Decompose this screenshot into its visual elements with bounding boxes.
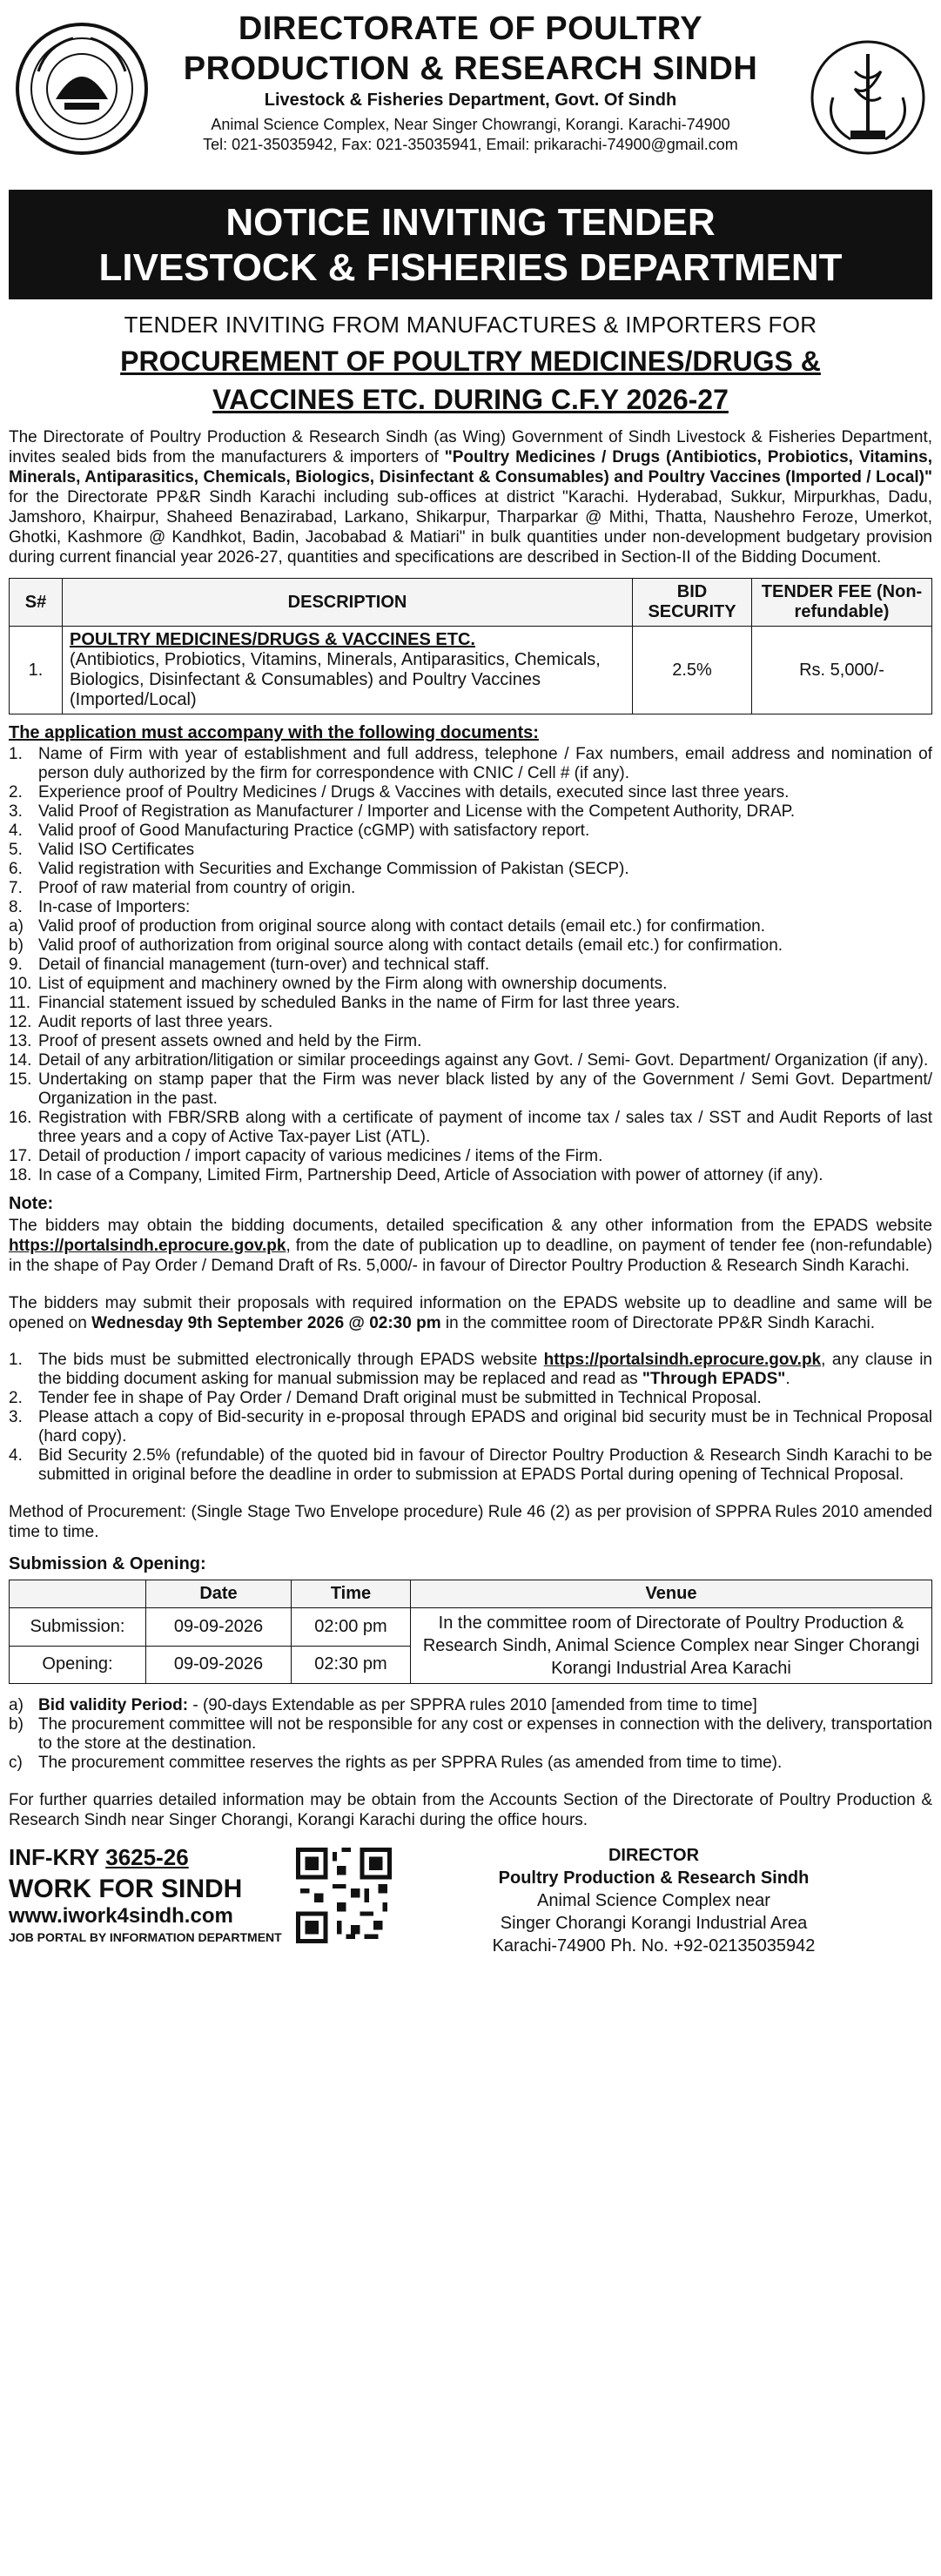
col-tender-fee: TENDER FEE (Non-refundable) [752,579,932,627]
procurement-method: Method of Procurement: (Single Stage Two Envelope procedure) Rule 46 (2) as per provision of SPPRA Rules 2010 amended time to time. [9,1503,932,1541]
tender-notice [9,7,932,1992]
bid-item4: Bid Security 2.5% (refundable) of the quoted bid in favour of Director Poultry Production & Research Sindh Karachi to be submitted in original before the deadline in order to submission at EPADS Portal during opening of Technical Proposal. [38,1446,932,1484]
list-item [9,936,932,956]
further-info: For further quarries detailed information may be obtain from the Accounts Section of the Directorate of Poultry Production & Research Sindh near Singer Chorangi, Korangi Karachi during the office hours. [9,1791,932,1829]
list-item-text: Valid proof of production from original source along with contact details (email etc.) for confirmation. [38,917,765,936]
list-item [9,1166,932,1185]
procurement-title-line2: VACCINES ETC. DURING C.F.Y 2026-27 [212,384,729,415]
note-text-1b: , from the date of publication up to deadline, on payment of tender fee (non-refundable) in the shape of Pay Order / Demand Draft of Rs. 5,000/- in favour of Director Poultry Production & Research Sindh Karachi. [9,1237,932,1275]
notice-title-line1: NOTICE INVITING TENDER [225,201,716,244]
note-text-2b: in the committee room of Directorate PP&R Sindh Karachi. [440,1314,876,1332]
bid-item1-b: , any clause in the bidding document asking for manual submission may be replaced and read as [38,1351,932,1388]
letterhead [9,10,932,184]
epads-link-2[interactable]: https://portalsindh.eprocure.gov.pk [543,1351,822,1369]
list-item-text: Valid proof of authorization from original source along with contact details (email etc.) for confirmation. [38,936,783,955]
list-item [9,917,932,936]
schedule-heading: Submission & Opening: [9,1554,206,1573]
procurement-title [9,342,932,419]
list-item-number: 8. [9,898,23,916]
org-title-line2: PRODUCTION & RESEARCH SINDH [183,50,758,87]
list-item: 3. Please attach a copy of Bid-security in e-proposal through EPADS and original bid security must be in Technical Proposal (hard copy). [9,1408,932,1446]
list-item-text: List of equipment and machinery owned by the Firm along with ownership documents. [38,975,668,993]
note-paragraph-1 [9,1216,932,1276]
director-title: DIRECTOR [608,1846,700,1865]
list-item: b) The procurement committee will not be responsible for any cost or expenses in connection with the delivery, transportation to the store at the destination. [9,1715,932,1753]
condition-c: The procurement committee reserves the rights as per SPPRA Rules (as amended from time to time). [38,1754,783,1772]
col-label [10,1580,146,1608]
documents-heading: The application must accompany with the following documents: [9,723,539,742]
intro-bold-items: "Poultry Medicines / Drugs (Antibiotics, Probiotics, Vitamins, Minerals, Antiparasitics, Chemicals, Biologics, Disinfectant & Consumables) and Poultry Vaccines (Imported / Local)" [9,448,933,486]
tender-table [9,578,932,714]
department-name: Livestock & Fisheries Department, Govt. Of Sindh [264,91,677,110]
list-item-number: 7. [9,879,23,897]
list-item [9,841,932,860]
list-item-number: 6. [9,860,23,878]
list-item-text: In-case of Importers: [38,898,191,916]
list-item [9,975,932,994]
qr-code-icon[interactable] [296,1848,392,1943]
bid-item2: Tender fee in shape of Pay Order / Demand Draft original must be submitted in Technical Proposal. [38,1389,762,1407]
notice-banner [9,190,932,299]
list-item [9,1013,932,1032]
list-item-text: Valid ISO Certificates [38,841,195,859]
list-item-text: In case of a Company, Limited Firm, Partnership Deed, Article of Association with power of attorney (if any). [38,1166,823,1184]
list-item-text: Registration with FBR/SRB along with a certificate of payment of income tax / sales tax / SST and Audit Reports of last three years and a copy of Active Tax-payer List (ATL). [38,1109,932,1146]
table-row [10,1608,932,1647]
col-description: DESCRIPTION [63,579,633,627]
list-item [9,879,932,898]
list-item-text: Detail of any arbitration/litigation or similar proceedings against any Govt. / Semi- Govt. Department/ Organization (if any). [38,1051,929,1070]
list-item [9,860,932,879]
list-item [9,994,932,1013]
list-item: 4. Bid Security 2.5% (refundable) of the quoted bid in favour of Director Poultry Production & Research Sindh Karachi to be submitted in original before the deadline in order to submission at EPADS Portal during opening of Technical Proposal. [9,1446,932,1484]
list-item-text: Proof of present assets owned and held by the Firm. [38,1032,422,1050]
row-sn: 1. [10,627,63,714]
col-date: Date [146,1580,292,1608]
intro-text-2: for the Directorate PP&R Sindh Karachi including sub-offices at district "Karachi. Hyderabad, Sukkur, Mirpurkhas, Dadu, Jamshoro, Khairpur, Shaheed Benazirabad, Larkano, Shikarpur, Tharparkar @ Mithi, Thatta, Naushehro Feroze, Umerkot, Ghotki, Kashmore @ Kandhkot, Badin, Jacobabad & Matiari" in bulk quantities under non-development budgetary provision during current financial year 2026-27, quantities and specifications are described in Section-II of the Bidding Document. [9,488,932,567]
list-item [9,1147,932,1166]
director-address-3: Karachi-74900 Ph. No. +92-02135035942 [492,1936,816,1955]
work-for-sindh-logo: WORK FOR SINDH [9,1875,243,1903]
list-item: a) Bid validity Period: - (90-days Extendable as per SPPRA rules 2010 [amended from time to time] [9,1696,757,1714]
list-item [9,802,932,822]
bid-validity-text: - (90-days Extendable as per SPPRA rules 2010 [amended from time to time] [188,1696,757,1714]
job-portal-caption: JOB PORTAL BY INFORMATION DEPARTMENT [9,1930,282,1944]
opening-date-cell: 09-09-2026 [146,1646,292,1684]
row-fee: Rs. 5,000/- [752,627,932,714]
list-item-text: Financial statement issued by scheduled Banks in the name of Firm for last three years. [38,994,681,1012]
inf-prefix: INF-KRY [9,1844,99,1870]
list-item [9,1032,932,1051]
col-sn: S# [10,579,63,627]
director-signature-block [410,1844,897,1957]
list-item-number: 4. [9,822,23,840]
list-item-number: 12. [9,1013,32,1031]
list-item-number: 17. [9,1147,32,1165]
list-item-text: Undertaking on stamp paper that the Firm was never black listed by any of the Government / Semi Govt. Department/ Organization in the past. [38,1070,932,1108]
epads-link[interactable]: https://portalsindh.eprocure.gov.pk [9,1237,286,1255]
list-item-number: 15. [9,1070,32,1089]
org-title-line1: DIRECTORATE OF POULTRY [238,10,703,47]
footer [9,1844,932,1992]
org-address: Animal Science Complex, Near Singer Chowrangi, Korangi. Karachi-74900 [211,116,730,133]
list-item-number: 9. [9,956,23,974]
schedule-header [10,1580,932,1608]
procurement-title-line1: PROCUREMENT OF POULTRY MEDICINES/DRUGS & [120,345,821,377]
director-org: Poultry Production & Research Sindh [498,1868,810,1888]
venue-cell: In the committee room of Directorate of Poultry Production & Research Sindh, Animal Science Complex near Singer Chorangi Korangi Industrial Area Karachi [411,1608,932,1684]
col-time: Time [292,1580,411,1608]
list-item-text: Name of Firm with year of establishment and full address, telephone / Fax numbers, email address and nomination of person duly authorized by the firm for correspondence with CNIC / Cell # (if any). [38,745,932,782]
opening-date: Wednesday 9th September 2026 @ 02:30 pm [91,1314,441,1332]
bid-item1-bold: "Through EPADS" [642,1370,786,1388]
list-item [9,822,932,841]
note-paragraph-2 [9,1293,932,1333]
opening-time: 02:30 pm [292,1646,411,1684]
intro-paragraph [9,427,932,567]
list-item-text: Valid registration with Securities and Exchange Commission of Pakistan (SECP). [38,860,629,878]
list-item-text: Audit reports of last three years. [38,1013,273,1031]
row-title: POULTRY MEDICINES/DRUGS & VACCINES ETC. [70,630,475,649]
list-item-text: Valid Proof of Registration as Manufacturer / Importer and License with the Competent Authority, DRAP. [38,802,796,821]
bids-list [9,1351,932,1485]
list-item-number: 14. [9,1051,32,1070]
invite-line: TENDER INVITING FROM MANUFACTURES & IMPORTERS FOR [124,312,817,338]
submission-date: 09-09-2026 [146,1608,292,1647]
list-item-number: 1. [9,745,23,763]
list-item-number: 3. [9,802,23,821]
notice-title-line2: LIVESTOCK & FISHERIES DEPARTMENT [98,246,843,289]
list-item-number: 2. [9,783,23,802]
director-address-2: Singer Chorangi Korangi Industrial Area [500,1914,808,1933]
sindh-govt-seal-icon [12,19,151,158]
submission-label: Submission: [10,1608,146,1647]
org-contact: Tel: 021-35035942, Fax: 021-35035941, Email: prikarachi-74900@gmail.com [203,136,738,153]
list-item-number: 10. [9,975,32,993]
row-security: 2.5% [633,627,752,714]
list-item-text: Detail of production / import capacity of various medicines / items of the Firm. [38,1147,603,1165]
list-item: 1. The bids must be submitted electronically through EPADS website https://portalsindh.eprocure.gov.pk, any clause in the bidding document asking for manual submission may be replaced and read as "Through EPADS". [9,1351,932,1388]
schedule-table [9,1580,932,1684]
footer-left [9,1844,357,1944]
note-text-2a: The bidders may submit their proposals with required information on the EPADS website up to deadline and same will be opened on [9,1294,932,1332]
submission-time: 02:00 pm [292,1608,411,1647]
col-venue: Venue [411,1580,932,1608]
list-item-number: 13. [9,1032,32,1050]
conditions-list [9,1696,932,1773]
bid-item3: Please attach a copy of Bid-security in e-proposal through EPADS and original bid security must be in Technical Proposal (hard copy). [38,1408,932,1446]
list-item-number: b) [9,936,24,955]
note-heading: Note: [9,1194,54,1213]
list-item: 2. Tender fee in shape of Pay Order / Demand Draft original must be submitted in Technical Proposal. [9,1389,932,1408]
list-item [9,1051,932,1070]
documents-list [9,745,932,1185]
list-item [9,956,932,975]
list-item-text: Experience proof of Poultry Medicines / Drugs & Vaccines with details, executed since last three years. [38,783,790,802]
note-text-1a: The bidders may obtain the bidding documents, detailed specification & any other information from the EPADS website [9,1217,932,1235]
list-item-text: Valid proof of Good Manufacturing Practice (cGMP) with satisfactory report. [38,822,590,840]
work-for-sindh-url[interactable]: www.iwork4sindh.com [9,1904,233,1928]
list-item-number: 16. [9,1109,32,1127]
condition-b: The procurement committee will not be responsible for any cost or expenses in connection with the delivery, transportation to the store at the destination. [38,1715,932,1753]
bid-item1-c: . [785,1370,790,1388]
col-bid-security: BID SECURITY [633,579,752,627]
list-item-text: Proof of raw material from country of origin. [38,879,356,897]
row-description [63,627,633,714]
livestock-dept-emblem-icon [807,37,929,158]
row-detail: (Antibiotics, Probiotics, Vitamins, Minerals, Antiparasitics, Chemicals, Biologics, Disinfectant & Consumables) and Poultry Vaccines (Imported/Local) [70,650,601,709]
list-item-text: Detail of financial management (turn-over) and technical staff. [38,956,490,974]
list-item-number: 11. [9,994,31,1012]
tender-table-header [10,579,932,627]
opening-label: Opening: [10,1646,146,1684]
intro-text-1: The Directorate of Poultry Production & Research Sindh (as Wing) Government of Sindh Livestock & Fisheries Department, invites sealed bids from the manufacturers & importers of [9,428,932,466]
list-item [9,745,932,783]
list-item [9,783,932,802]
list-item [9,898,932,917]
director-address-1: Animal Science Complex near [537,1891,770,1910]
list-item [9,1109,932,1147]
table-row [10,627,932,714]
list-item-number: 18. [9,1166,32,1184]
list-item-number: 5. [9,841,23,859]
list-item [9,1070,932,1109]
list-item-number: a) [9,917,24,936]
bid-item1-a: The bids must be submitted electronically through EPADS website [38,1351,544,1369]
list-item: c) The procurement committee reserves the rights as per SPPRA Rules (as amended from time to time). [9,1754,932,1773]
bid-validity-label: Bid validity Period: [38,1696,189,1714]
inf-number: 3625-26 [105,1844,189,1870]
